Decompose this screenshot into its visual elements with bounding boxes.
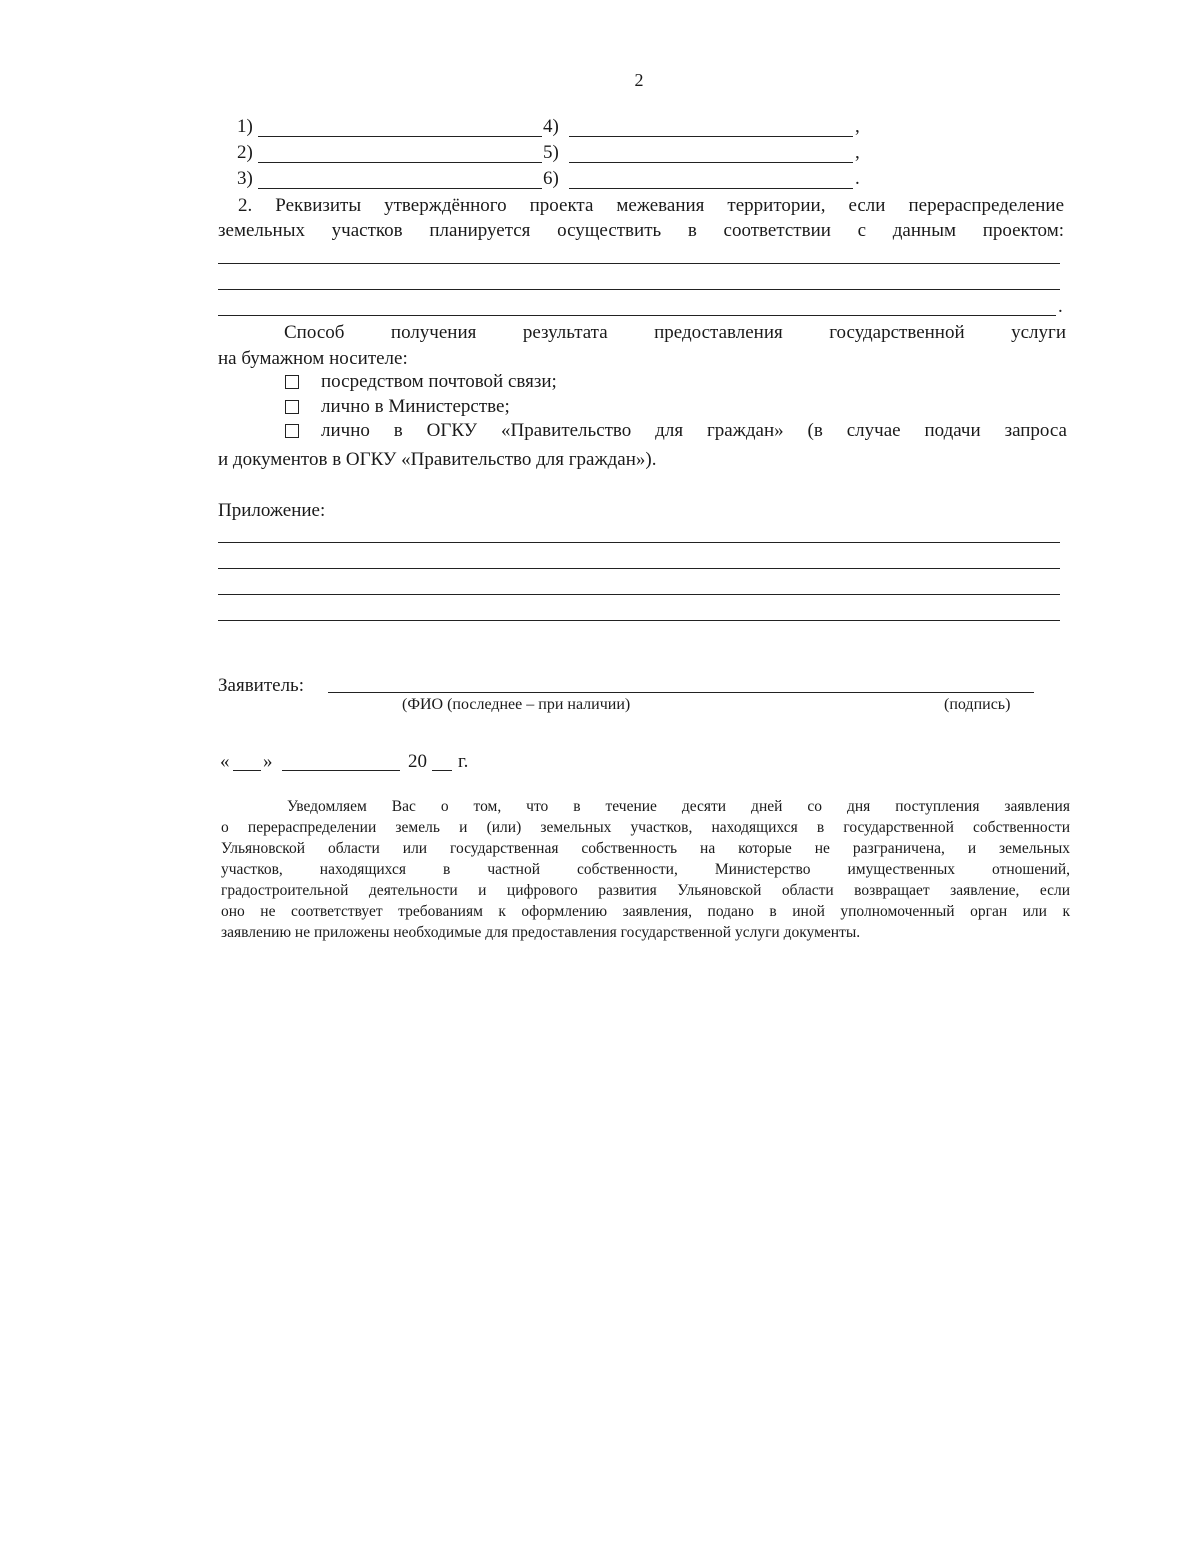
date-close-quote: » [263, 751, 273, 772]
field-label-6: 6) [543, 168, 559, 189]
signature-caption: (подпись) [944, 696, 1011, 713]
project-details-line-2[interactable] [218, 289, 1060, 290]
option-ogku-cont: и документов в ОГКУ «Правительство для граждан»). [218, 449, 657, 470]
date-day-field[interactable] [233, 770, 261, 771]
attachment-line-3[interactable] [218, 594, 1060, 595]
attachment-line-2[interactable] [218, 568, 1060, 569]
field-end-1: , [855, 116, 860, 137]
attachment-label: Приложение: [218, 500, 326, 521]
date-open-quote: « [220, 751, 230, 772]
project-details-line-1[interactable] [218, 263, 1060, 264]
attachment-line-1[interactable] [218, 542, 1060, 543]
notice-line-3: Ульяновской области или государственная собственность на которые не разграничена, и земельных [221, 840, 1070, 857]
notice-line-1: Уведомляем Вас о том, что в течение десяти дней со дня поступления заявления [287, 798, 1070, 815]
notice-line-7: заявлению не приложены необходимые для предоставления государственной услуги документы. [221, 924, 861, 941]
option-ministry-label: лично в Министерстве; [321, 396, 510, 417]
item2-line2: земельных участков планируется осуществить в соответствии с данным проектом: [218, 220, 1064, 241]
field-input-2[interactable] [258, 162, 542, 163]
fio-caption: (ФИО (последнее – при наличии) [402, 696, 631, 713]
method-line2: на бумажном носителе: [218, 348, 408, 369]
field-end-3: . [855, 168, 860, 189]
field-label-3: 3) [237, 168, 253, 189]
field-label-2: 2) [237, 142, 253, 163]
option-ogku-label: лично в ОГКУ «Правительство для граждан» (в случае подачи запроса [321, 420, 1067, 441]
field-label-4: 4) [543, 116, 559, 137]
applicant-label: Заявитель: [218, 675, 304, 696]
page-number: 2 [634, 70, 644, 90]
notice-line-2: о перераспределении земель и (или) земельных участков, находящихся в государственной собственности [221, 819, 1070, 836]
attachment-line-4[interactable] [218, 620, 1060, 621]
option-ministry[interactable] [285, 396, 510, 418]
field-label-5: 5) [543, 142, 559, 163]
option-ogku[interactable] [285, 420, 1067, 442]
option-post[interactable] [285, 371, 557, 393]
checkbox-ministry[interactable] [285, 400, 299, 414]
applicant-signature-line[interactable] [328, 692, 1034, 693]
project-details-end: . [1058, 296, 1063, 317]
field-end-2: , [855, 142, 860, 163]
checkbox-ogku[interactable] [285, 424, 299, 438]
date-year-field[interactable] [432, 770, 452, 771]
date-year-prefix: 20 [408, 751, 427, 772]
item2-line1: 2. Реквизиты утверждённого проекта межевания территории, если перераспределение [238, 195, 1064, 216]
date-month-field[interactable] [282, 770, 400, 771]
project-details-line-3[interactable] [218, 315, 1056, 316]
date-year-suffix: г. [458, 751, 469, 772]
notice-line-4: участков, находящихся в частной собственности, Министерство имущественных отношений, [221, 861, 1070, 878]
field-input-4[interactable] [569, 136, 853, 137]
field-input-5[interactable] [569, 162, 853, 163]
field-input-3[interactable] [258, 188, 542, 189]
checkbox-post[interactable] [285, 375, 299, 389]
field-input-6[interactable] [569, 188, 853, 189]
field-input-1[interactable] [258, 136, 542, 137]
notice-line-6: оно не соответствует требованиям к оформлению заявления, подано в иной уполномоченный орган или к [221, 903, 1070, 920]
option-post-label: посредством почтовой связи; [321, 371, 557, 392]
notice-line-5: градостроительной деятельности и цифрового развития Ульяновской области возвращает заявление, если [221, 882, 1070, 899]
method-line1: Способ получения результата предоставления государственной услуги [284, 322, 1066, 343]
field-label-1: 1) [237, 116, 253, 137]
